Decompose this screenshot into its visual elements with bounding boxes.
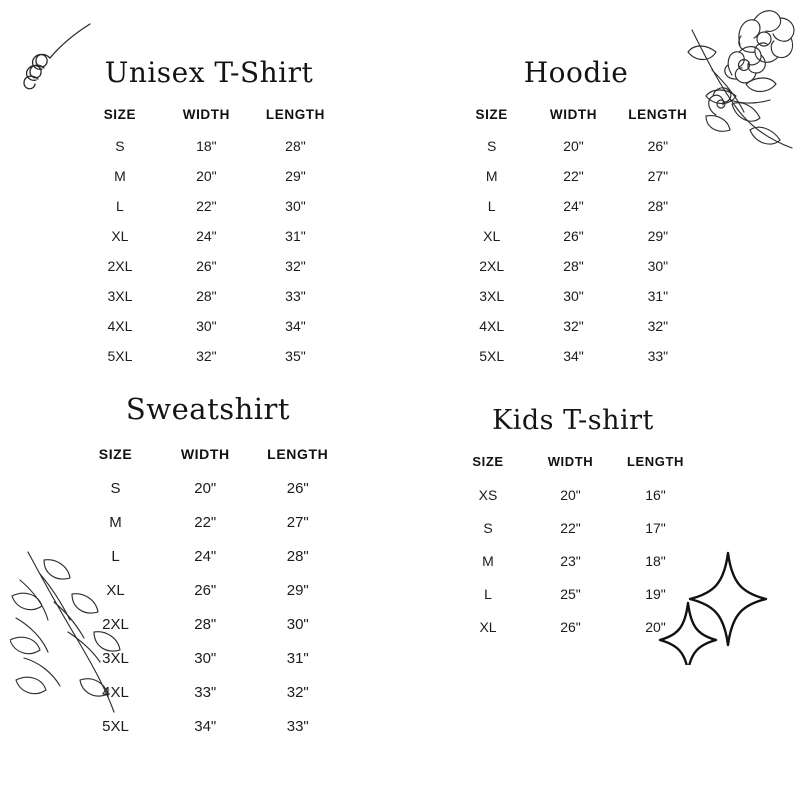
cell-size: 2XL (479, 258, 505, 274)
cell-length: 33" (647, 348, 669, 364)
size-chart-kids (448, 405, 698, 643)
header-width: WIDTH (549, 107, 598, 122)
cell-length: 31" (286, 649, 309, 667)
header-width: WIDTH (182, 107, 230, 122)
cell-length: 31" (285, 228, 306, 244)
cell-size: 3XL (479, 288, 505, 304)
size-chart-hoodie (452, 56, 700, 371)
cell-width: 18" (196, 138, 217, 154)
cell-width: 32" (563, 318, 584, 334)
chart-title-sweatshirt: Sweatshirt (125, 392, 291, 426)
table-row (452, 281, 700, 311)
cell-length: 33" (286, 717, 309, 735)
table-row (78, 191, 340, 221)
cell-length: 31" (647, 288, 669, 304)
cell-length: 29" (285, 168, 306, 184)
header-size: SIZE (98, 446, 133, 462)
cell-width: 28" (194, 615, 217, 633)
cell-size: XS (478, 486, 498, 503)
table-row (78, 131, 340, 161)
table-row (78, 161, 340, 191)
cell-size: XL (111, 228, 129, 244)
table-header-row (78, 107, 340, 131)
cell-width: 22" (194, 513, 217, 531)
header-length: LENGTH (267, 446, 329, 462)
table-row (78, 221, 340, 251)
header-length: LENGTH (265, 107, 325, 122)
cell-width: 28" (196, 288, 217, 304)
cell-length: 28" (647, 198, 669, 214)
cell-width: 26" (560, 618, 581, 635)
cell-size: M (482, 552, 494, 569)
cell-width: 32" (196, 348, 217, 364)
table-row (448, 544, 698, 577)
table-row (72, 607, 344, 641)
cell-width: 20" (196, 168, 217, 184)
cell-length: 27" (647, 168, 669, 184)
cell-width: 26" (196, 258, 217, 274)
table-row (448, 511, 698, 544)
header-size: SIZE (472, 454, 504, 469)
table-header-row (452, 107, 700, 131)
cell-width: 24" (196, 228, 217, 244)
cell-length: 32" (285, 258, 306, 274)
cell-length: 30" (647, 258, 669, 274)
cell-width: 26" (194, 581, 217, 599)
cell-length: 32" (647, 318, 669, 334)
cell-length: 30" (285, 198, 306, 214)
chart-title-unisex: Unisex T-Shirt (104, 56, 314, 89)
cell-length: 20" (645, 618, 666, 635)
table-row (452, 221, 700, 251)
table-header-row (72, 446, 344, 471)
cell-length: 26" (286, 479, 309, 497)
cell-size: M (114, 168, 126, 184)
table-row (72, 505, 344, 539)
cell-size: 5XL (102, 717, 129, 735)
header-size: SIZE (103, 107, 137, 122)
cell-width: 24" (194, 547, 217, 565)
table-row (452, 311, 700, 341)
cell-width: 34" (563, 348, 584, 364)
header-width: WIDTH (547, 454, 594, 469)
cell-length: 28" (285, 138, 306, 154)
table-row (72, 539, 344, 573)
table-row (452, 251, 700, 281)
cell-width: 20" (194, 479, 217, 497)
table-row (452, 191, 700, 221)
cell-size: 3XL (102, 649, 129, 667)
table-row (452, 161, 700, 191)
header-length: LENGTH (626, 454, 685, 469)
cell-size: 3XL (107, 288, 133, 304)
cell-size: L (116, 198, 124, 214)
size-table-kids (448, 454, 698, 643)
cell-length: 29" (647, 228, 669, 244)
cell-length: 32" (286, 683, 309, 701)
table-row (448, 577, 698, 610)
header-width: WIDTH (180, 446, 230, 462)
cell-length: 26" (647, 138, 669, 154)
cell-width: 28" (563, 258, 584, 274)
cell-width: 20" (560, 486, 581, 503)
chart-title-kids: Kids T-shirt (492, 405, 654, 436)
table-row (78, 341, 340, 371)
cell-size: 4XL (102, 683, 129, 701)
cell-length: 33" (285, 288, 306, 304)
size-chart-unisex (78, 56, 340, 371)
table-row (72, 675, 344, 709)
cell-length: 30" (286, 615, 309, 633)
cell-size: L (111, 547, 120, 565)
cell-size: 5XL (479, 348, 505, 364)
cell-size: XL (106, 581, 125, 599)
cell-length: 27" (286, 513, 309, 531)
table-row (448, 478, 698, 511)
cell-size: XL (479, 618, 497, 635)
table-row (452, 341, 700, 371)
header-length: LENGTH (628, 107, 688, 122)
cell-width: 24" (563, 198, 584, 214)
table-row (78, 281, 340, 311)
table-row (72, 573, 344, 607)
cell-size: L (484, 585, 492, 602)
cell-length: 35" (285, 348, 306, 364)
size-chart-sweatshirt (72, 392, 344, 743)
cell-width: 30" (194, 649, 217, 667)
cell-width: 34" (194, 717, 217, 735)
cell-length: 16" (645, 486, 666, 503)
cell-width: 25" (560, 585, 581, 602)
cell-size: S (110, 479, 121, 497)
cell-size: 4XL (479, 318, 505, 334)
cell-size: M (485, 168, 498, 184)
table-row (72, 709, 344, 743)
cell-size: 2XL (102, 615, 129, 633)
cell-size: 2XL (107, 258, 133, 274)
table-header-row (448, 454, 698, 478)
cell-size: S (115, 138, 125, 154)
cell-length: 19" (645, 585, 666, 602)
cell-length: 28" (286, 547, 309, 565)
cell-width: 22" (563, 168, 584, 184)
cell-width: 30" (563, 288, 584, 304)
cell-size: XL (483, 228, 501, 244)
cell-width: 22" (196, 198, 217, 214)
cell-width: 22" (560, 519, 581, 536)
cell-width: 20" (563, 138, 584, 154)
cell-length: 34" (285, 318, 306, 334)
cell-size: 5XL (107, 348, 133, 364)
header-size: SIZE (475, 107, 508, 122)
cell-size: S (483, 519, 493, 536)
cell-width: 33" (194, 683, 217, 701)
cell-width: 23" (560, 552, 581, 569)
cell-size: S (487, 138, 497, 154)
cell-size: L (487, 198, 496, 214)
cell-length: 29" (286, 581, 309, 599)
table-row (72, 641, 344, 675)
table-row (78, 251, 340, 281)
size-table-unisex (78, 107, 340, 371)
chart-title-hoodie: Hoodie (523, 56, 629, 89)
cell-width: 26" (563, 228, 584, 244)
cell-size: M (109, 513, 122, 531)
cell-size: 4XL (107, 318, 133, 334)
table-row (452, 131, 700, 161)
cell-width: 30" (196, 318, 217, 334)
table-row (72, 471, 344, 505)
table-row (78, 311, 340, 341)
cell-length: 18" (645, 552, 666, 569)
table-row (448, 610, 698, 643)
cell-length: 17" (645, 519, 666, 536)
size-table-sweatshirt (72, 446, 344, 743)
size-table-hoodie (452, 107, 700, 371)
